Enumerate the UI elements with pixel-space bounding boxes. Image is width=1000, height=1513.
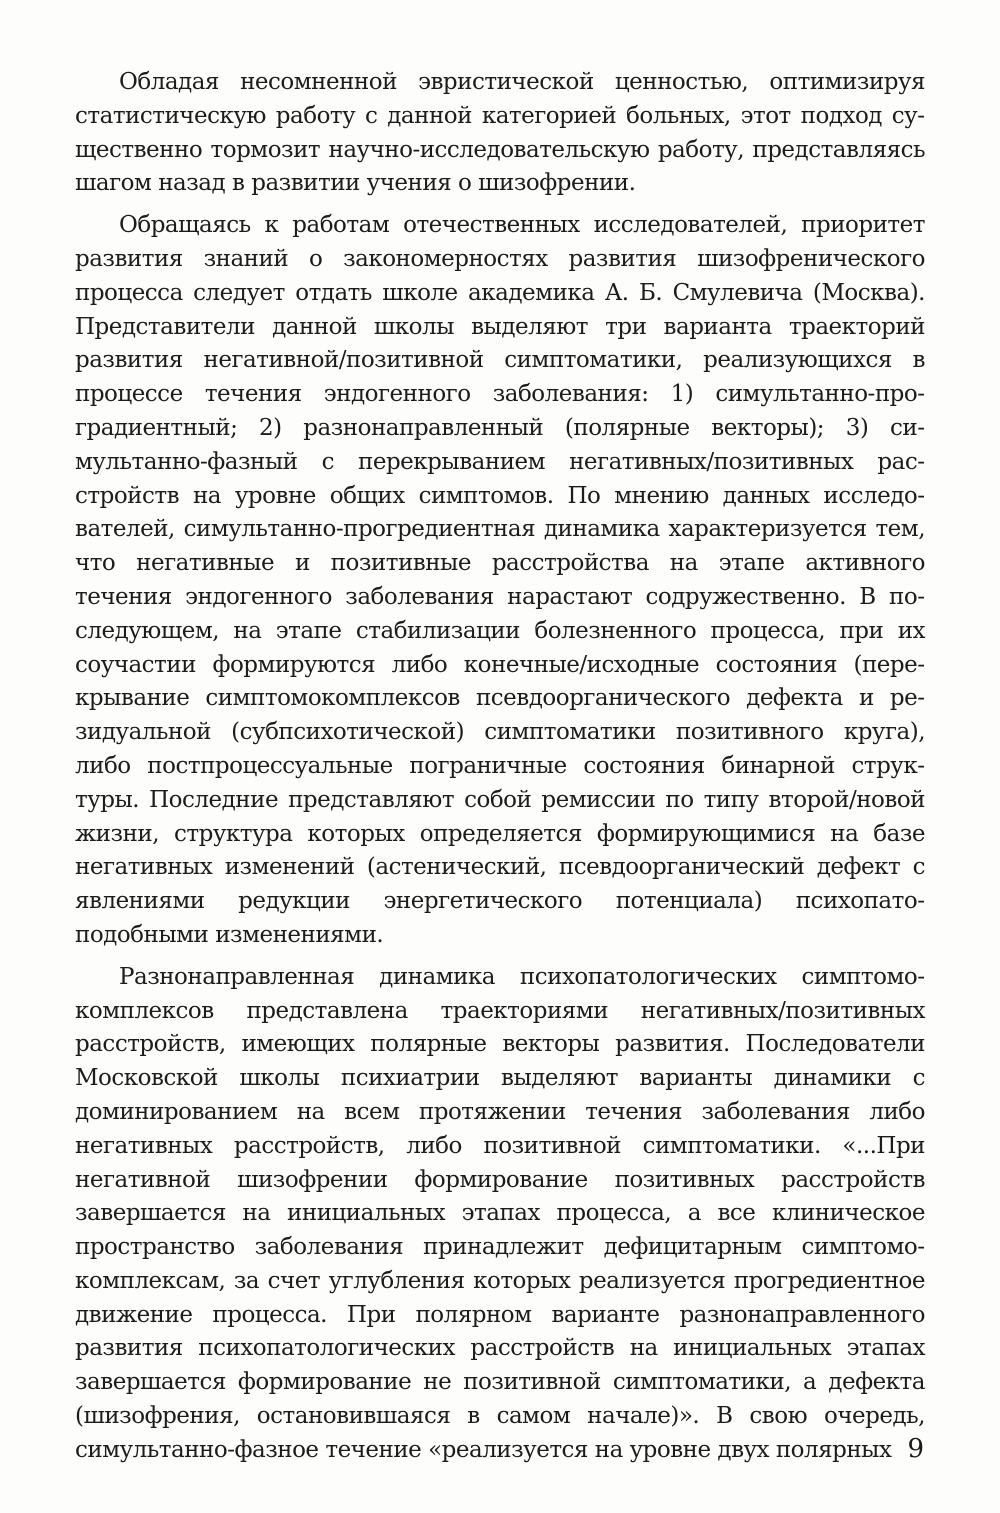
- paragraph-3: Разнонаправленная динамика психопатологических симптомокомплексов представлена траекториями негативных/позитивных расстройств, имеющих полярные векторы развития. Последователи Московской школы психиатрии выделяют варианты динамики с доминированием на всем протяжении течения заболевания либо негативных расстройств, либо позитивной симптоматики. «...При негативной шизофрении формирование позитивных расстройств завершается на инициальных этапах процесса, а все клиническое пространство заболевания принадлежит дефицитарным симптомокомплексам, за счет углубления которых реализуется прогредиентное движение процесса. При полярном варианте разнонаправленного развития психопатологических расстройств на инициальных этапах завершается формирование не позитивной симптоматики, а дефекта (шизофрения, остановившаяся в самом начале)». В свою очередь, симультанно-фазное течение «реализуется на уровне двух полярных: [75, 963, 925, 1463]
- paragraph-1: Обладая несомненной эвристической ценностью, оптимизируя статистическую работу с данной категорией больных, этот подход существенно тормозит научно-исследовательскую работу, представляясь шагом назад в развитии учения о шизофрении.: [75, 69, 925, 197]
- page-number: 9: [907, 1434, 924, 1464]
- paragraph-2: Обращаясь к работам отечественных исследователей, приоритет развития знаний о закономерностях развития шизофренического процесса следует отдать школе академика А. Б. Смулевича (Москва). Представители данной школы выделяют три варианта траекторий развития негативной/позитивной симптоматики, реализующихся в процессе течения эндогенного заболевания: 1) симультанно-проградиентный; 2) разнонаправленный (полярные векторы); 3) симультанно-фазный с перекрыванием негативных/позитивных расстройств на уровне общих симптомов. По мнению данных исследователей, симультанно-прогредиентная динамика характеризуется тем, что негативные и позитивные расстройства на этапе активного течения эндогенного заболевания нарастают содружественно. В последующем, на этапе стабилизации болезненного процесса, при их соучастии формируются либо конечные/исходные состояния (перекрывание симптомокомплексов псевдоорганического дефекта и резидуальной (субпсихотической) симптоматики позитивного круга), либо постпроцессуальные пограничные состояния бинарной структуры. Последние представляют собой ремиссии по типу второй/новой жизни, структура которых определяется формирующимися на базе негативных изменений (астенический, псевдоорганический дефект с явлениями редукции энергетического потенциала) психопатоподобными изменениями.: [75, 212, 925, 948]
- page-body: [75, 66, 925, 1463]
